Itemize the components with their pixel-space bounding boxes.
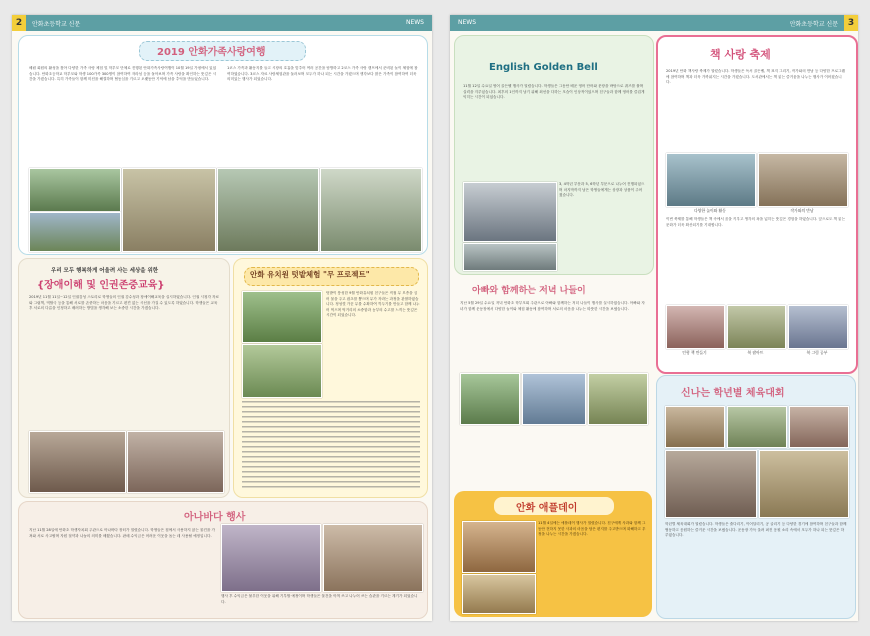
appleday-photo-1 [462,521,536,573]
sports-photo-2 [727,406,787,448]
sports-photo-5 [759,450,849,518]
book-festival-photo-2 [758,153,848,207]
appleday-title: 안화 애플데이 [516,503,578,514]
golden-bell-body2: 3, 4학년 부문과 5, 6학년 부문으로 나누어 진행되었으며 마지막까지 남은 학생들에게는 상장과 상품이 주어졌습니다. [559,182,645,198]
page-number: 2 [12,15,26,31]
book-festival-caption-4: 북 팝아트 [747,350,764,355]
human-rights-title: {장애이해 및 인권존중교육} [37,280,165,291]
father-walk-photo-2 [522,373,586,425]
appleday-body: 11월 4일에는 애플데이 행사가 열렸습니다. 친구에게 사과와 함께 그동안 전하지 못한 사과의 마음을 담은 편지를 주고받으며 화해하고 우정을 나누는 시간을 가졌습니다. [538,521,646,537]
book-festival-photo-4 [727,305,786,349]
book-festival-caption-5: 북 그림 공부 [806,350,828,355]
right-page [450,15,858,621]
nabada-title: 아나바다 행사 [184,512,246,523]
father-walk-article [454,277,652,487]
sports-photo-4 [665,450,757,518]
book-festival-photo-5 [788,305,848,349]
golden-bell-photo-2 [463,243,557,271]
header-news-label: NEWS [405,19,424,26]
book-festival-caption-1: 다양한 놀이와 활동 [694,208,726,213]
nabada-photo-2 [323,524,423,592]
family-trip-body-left: 혜림 회원의 활성을 찾아 다양한 가족 사랑 체험 및 학부모 단체로 진행된 안화가족사랑여행이 10월 19일 가평에서 있었습니다. 안화초등학교 학부모와 학생 100가족 300명이 참여하여 자라섬 등을 돌아보며 가족 사랑을 확인하는 뜻깊은 시간을 가졌습니다. 특히 가족들이 함께 미션을 해결하며 협동심을 기르고 오랫동안 기억에 남을 추억을 만들었습니다. [29,66,217,82]
father-walk-photo-1 [460,373,520,425]
header-news-label: NEWS [458,19,477,26]
book-festival-body: 2019년 안화 책사랑 축제가 열렸습니다. 학생들은 독서 골든벨, 책 표지 그리기, 작가와의 만남 등 다양한 프로그램에 참여하며 책과 더욱 가까워지는 시간을 가졌습니다. 도서관에서는 책 읽는 즐거움을 나누는 행사가 이어졌습니다. [666,69,845,85]
sports-photo-3 [789,406,849,448]
nabada-article [18,501,428,619]
sports-photo-1 [665,406,725,448]
trip-photo-3 [122,168,216,252]
book-festival-body2: 이번 축제를 통해 학생들은 책 속에서 꿈을 키우고 생각의 폭을 넓히는 뜻깊은 경험을 하였습니다. 앞으로도 책 읽는 문화가 더욱 확산되기를 기대합니다. [666,217,846,227]
family-trip-title: 2019 안화가족사랑여행 [157,47,266,58]
book-festival-caption-2: 작가와의 만남 [790,208,814,213]
trip-photo-1 [29,168,121,212]
father-walk-photo-3 [588,373,648,425]
appleday-photo-2 [462,574,536,614]
nabada-body-right: 행사 후 수익금은 불우한 이웃을 위해 기부할 예정이며 학생들은 물건을 아껴 쓰고 나누어 쓰는 습관을 기르는 계기가 되었습니다. [221,594,418,604]
left-header-bar [12,15,432,31]
sports-day-body: 학년별 체육대회가 열렸습니다. 학생들은 줄다리기, 이어달리기, 공 굴리기 등 다양한 경기에 참여하며 친구들과 함께 협동하고 응원하는 즐거운 시간을 보냈습니다. 운동장 가득 울려 퍼진 응원 소리 속에서 모두가 하나 되는 뜻깊은 하루였습니다. [665,522,847,538]
human-rights-photo-1 [29,431,126,493]
appleday-article [454,491,652,617]
kindergarten-article [233,258,428,498]
kindergarten-photo-1 [242,291,322,343]
human-rights-photo-2 [127,431,224,493]
kindergarten-body: 텃밭이 풍성한 9월 안화유치원 친구들은 직접 무 모종을 심어 물을 주고 잡초를 뽑으며 무가 자라는 과정을 관찰하였습니다. 정성껏 가꾼 무를 수확하여 깍두기를 만들고 함께 나누어 먹으며 먹거리의 소중함과 농부의 수고를 느끼는 뜻깊은 시간이 되었습니다. [326,291,420,318]
human-rights-body: 2019년 11월 11일~12일 인권감성 스토리로 학생들의 인권 감수성과 장애이해교육을 실시하였습니다. 인권 시청각 자료와 그림책, 역할극 등을 통해 서로를 존중하는 마음을 기르고 편견 없는 시선을 가질 수 있도록 하였습니다. 학생들은 교육 후 서로의 다름을 인정하고 배려하는 방법을 생각해 보는 소중한 시간을 가졌습니다. [29,295,219,311]
header-school-name: 안화초등학교 신문 [789,21,838,28]
family-trip-body-right: 1코스 가족과 활동지를 들고 시장의 호흡을 맞추어 여러 공간을 탐방하고 2코스 가족 사랑 캠프에서 준비된 놀이 체험에 참여하였습니다. 3코스 자료 사랑체험관을 둘러보며 모두가 하나 되는 시간을 가졌으며 생각보다 많은 가족이 참여하여 더욱 의미있는 행사가 되었습니다. [227,66,418,82]
nabada-body: 지난 11월 28일에 안화초 학생자치회 주관으로 아나바다 장터가 열렸습니다. 학생들은 집에서 사용하지 않는 물건을 가져와 서로 사고팔며 자원 절약과 나눔의 의미를 배웠습니다. 판매 수익금은 어려운 이웃을 돕는 데 사용될 예정입니다. [29,528,215,538]
human-rights-subtitle: 우리 모두 행복하게 어울려 사는 세상을 위한 [51,268,159,274]
family-trip-article [18,35,428,255]
kindergarten-body-continued [242,401,420,491]
golden-bell-body: 11월 12일 수요일 영어 골든벨 행사가 열렸습니다. 학생들은 그동안 배운 영어 단어와 문장을 바탕으로 퀴즈를 풀며 실력을 겨루었습니다. 최후의 1인까지 남기 위해 최선을 다하는 모습이 인상적이었으며 친구들과 함께 영어를 즐겁게 익히는 시간이 되었습니다. [463,84,645,100]
golden-bell-article [454,35,654,275]
golden-bell-photo-1 [463,182,557,242]
book-festival-caption-3: 인형 책 만들기 [682,350,707,355]
book-festival-title: 책 사랑 축제 [710,48,771,61]
header-school-name: 안화초등학교 신문 [32,21,81,28]
sports-day-title: 신나는 학년별 체육대회 [681,388,785,399]
book-festival-photo-3 [666,305,725,349]
trip-photo-5 [320,168,422,252]
father-walk-body: 지난 5월 29일 수요일 저녁 안화초 학부모회 주관으로 아빠와 함께하는 저녁 나들이 행사를 실시하였습니다. 아빠와 자녀가 함께 운동장에서 다양한 놀이와 체험 활동에 참여하며 서로의 마음을 나누는 따뜻한 시간을 보냈습니다. [460,301,645,311]
father-walk-title: 아빠와 함께하는 저녁 나들이 [472,286,586,296]
trip-photo-2 [29,212,121,252]
book-festival-photo-1 [666,153,756,207]
page-number: 3 [844,15,858,31]
kindergarten-photo-2 [242,344,322,398]
right-header-bar [450,15,858,31]
left-page [12,15,432,621]
human-rights-article [18,258,230,498]
golden-bell-title: English Golden Bell [489,62,598,73]
nabada-photo-1 [221,524,321,592]
trip-photo-4 [217,168,319,252]
sports-day-article [656,375,856,619]
book-festival-article [656,35,858,374]
kindergarten-title: 안화 유치원 텃밭체험 "무 프로젝트" [250,270,370,279]
